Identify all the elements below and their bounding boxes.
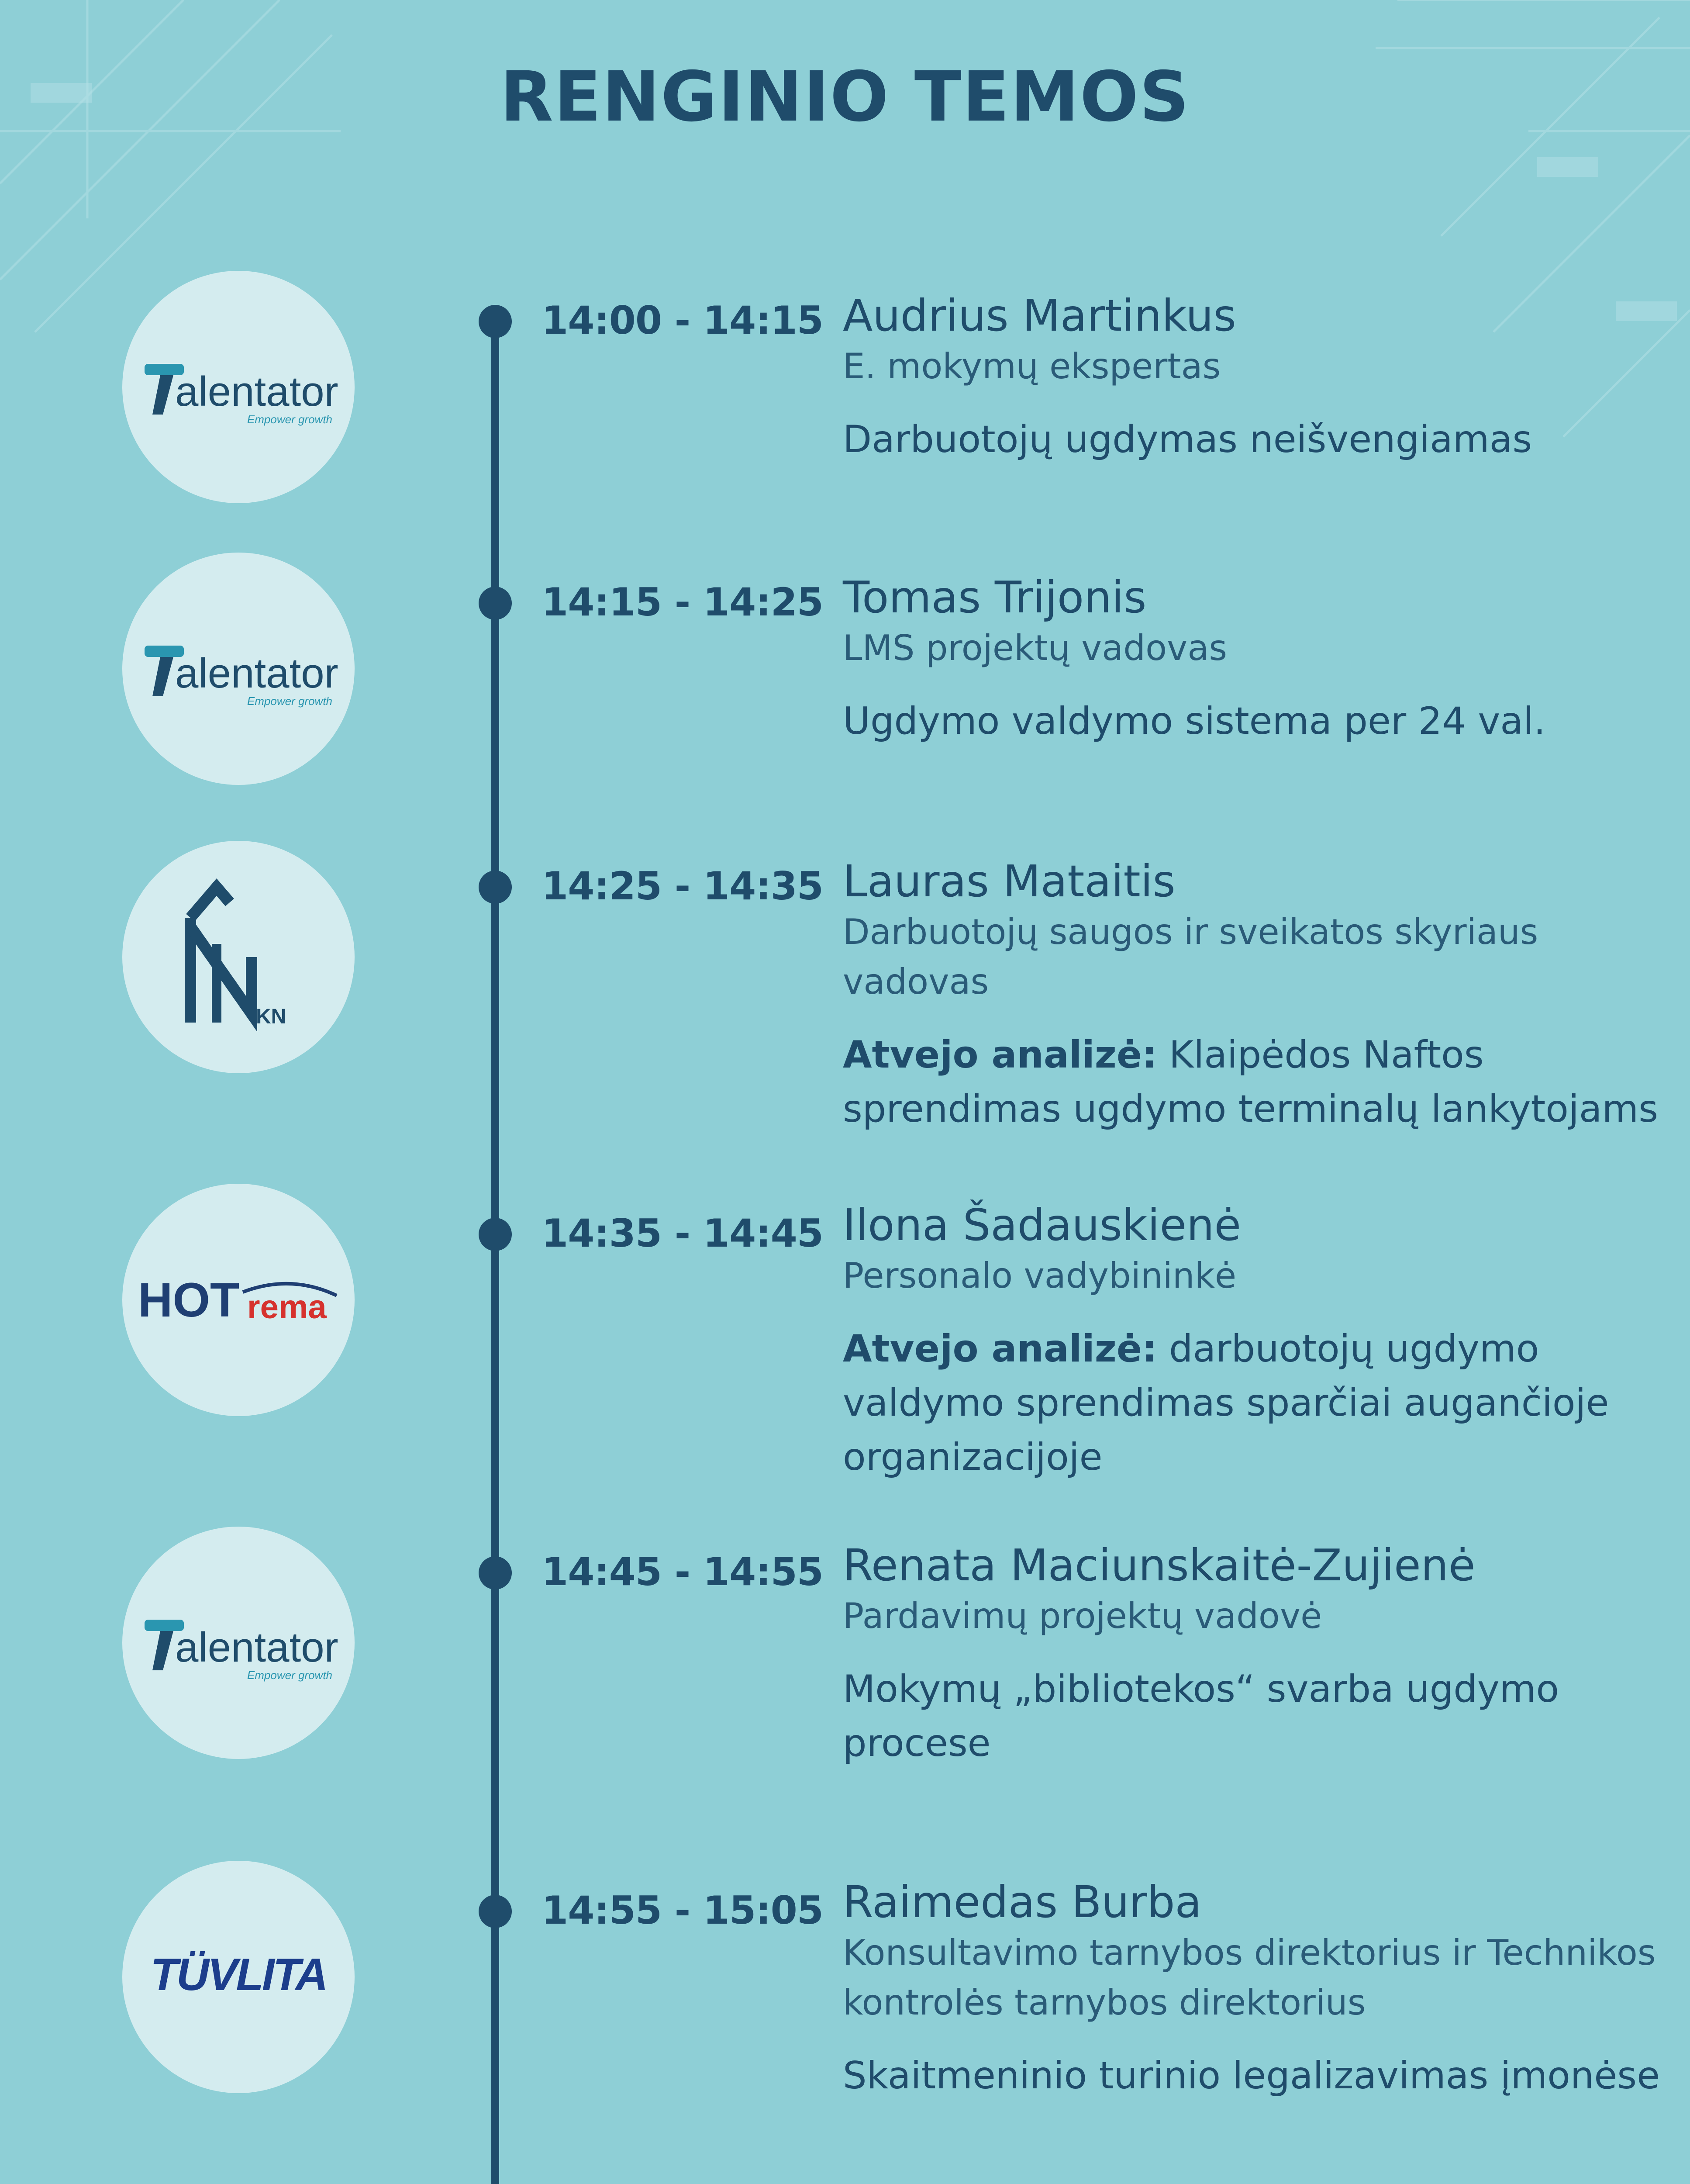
talentator-logo-text: alentator	[175, 1624, 338, 1671]
timeline-dot	[479, 305, 512, 338]
tuvlita-logo	[122, 1861, 355, 2093]
tuvlita-logo-text: TÜVLITA	[150, 1949, 327, 2000]
speaker-name: Lauras Mataitis	[843, 856, 1176, 907]
session-topic	[843, 1028, 1664, 1136]
hotrema-logo-text-hot: HOT	[138, 1273, 240, 1327]
timeline-dot	[479, 1895, 512, 1928]
session-topic	[843, 412, 1664, 467]
speaker-role: Pardavimų projektų vadovė	[843, 1596, 1322, 1636]
speaker-name: Renata Maciunskaitė-Zujienė	[843, 1540, 1476, 1591]
hotrema-logo	[122, 1184, 355, 1416]
speaker-role: Konsultavimo tarnybos direktorius ir Technikos kontrolės tarnybos direktorius	[843, 1932, 1656, 2023]
topic-text: Skaitmeninio turinio legalizavimas įmonėse	[843, 2054, 1660, 2098]
talentator-logo-text: alentator	[175, 650, 338, 697]
session-topic	[843, 2049, 1664, 2103]
page-title: RENGINIO TEMOS	[500, 57, 1190, 137]
session-time: 14:55 - 15:05	[541, 1888, 824, 1933]
topic-text: Darbuotojų ugdymas neišvengiamas	[843, 418, 1532, 461]
topic-prefix: Atvejo analizė:	[843, 1327, 1157, 1371]
speaker-name: Raimedas Burba	[843, 1876, 1202, 1928]
session-info	[843, 290, 1664, 467]
talentator-logo	[122, 271, 355, 503]
session-time: 14:00 - 14:15	[541, 298, 824, 343]
session-time: 14:25 - 14:35	[541, 864, 824, 909]
talentator-logo	[122, 553, 355, 785]
session-topic	[843, 1662, 1664, 1770]
speaker-role: LMS projektų vadovas	[843, 628, 1228, 668]
timeline-dot	[479, 587, 512, 620]
speaker-role: E. mokymų ekspertas	[843, 346, 1221, 387]
topic-text: darbuotojų ugdymo valdymo sprendimas sparčiai augančioje organizacijoje	[843, 1327, 1609, 1479]
talentator-logo-tagline: Empower growth	[247, 695, 332, 708]
talentator-logo-text: alentator	[175, 368, 338, 415]
talentator-logo	[122, 1527, 355, 1759]
session-info	[843, 1876, 1664, 2103]
kn-logo	[122, 841, 355, 1073]
topic-text: Ugdymo valdymo sistema per 24 val.	[843, 699, 1546, 743]
speaker-role: Personalo vadybininkė	[843, 1255, 1237, 1296]
topic-text: Klaipėdos Naftos sprendimas ugdymo terminalų lankytojams	[843, 1033, 1659, 1131]
timeline-dot	[479, 1556, 512, 1590]
speaker-role: Darbuotojų saugos ir sveikatos skyriaus vadovas	[843, 912, 1538, 1002]
session-info	[843, 856, 1664, 1136]
speaker-name: Audrius Martinkus	[843, 290, 1236, 341]
session-time: 14:35 - 14:45	[541, 1211, 824, 1256]
session-time: 14:15 - 14:25	[541, 580, 824, 625]
timeline-dot	[479, 871, 512, 904]
topic-text: Mokymų „bibliotekos“ svarba ugdymo procese	[843, 1667, 1559, 1765]
session-time: 14:45 - 14:55	[541, 1549, 824, 1594]
topic-prefix: Atvejo analizė:	[843, 1033, 1157, 1077]
hotrema-logo-text-rema: rema	[247, 1289, 327, 1326]
speaker-name: Ilona Šadauskienė	[843, 1199, 1242, 1251]
speaker-name: Tomas Trijonis	[843, 572, 1147, 623]
session-topic	[843, 694, 1664, 748]
talentator-logo-tagline: Empower growth	[247, 1669, 332, 1682]
session-info	[843, 1540, 1664, 1770]
session-info	[843, 572, 1664, 748]
kn-logo-text: KN	[256, 1005, 286, 1028]
timeline-dot	[479, 1218, 512, 1251]
session-topic	[843, 1322, 1664, 1484]
session-info	[843, 1199, 1664, 1484]
talentator-logo-tagline: Empower growth	[247, 413, 332, 426]
